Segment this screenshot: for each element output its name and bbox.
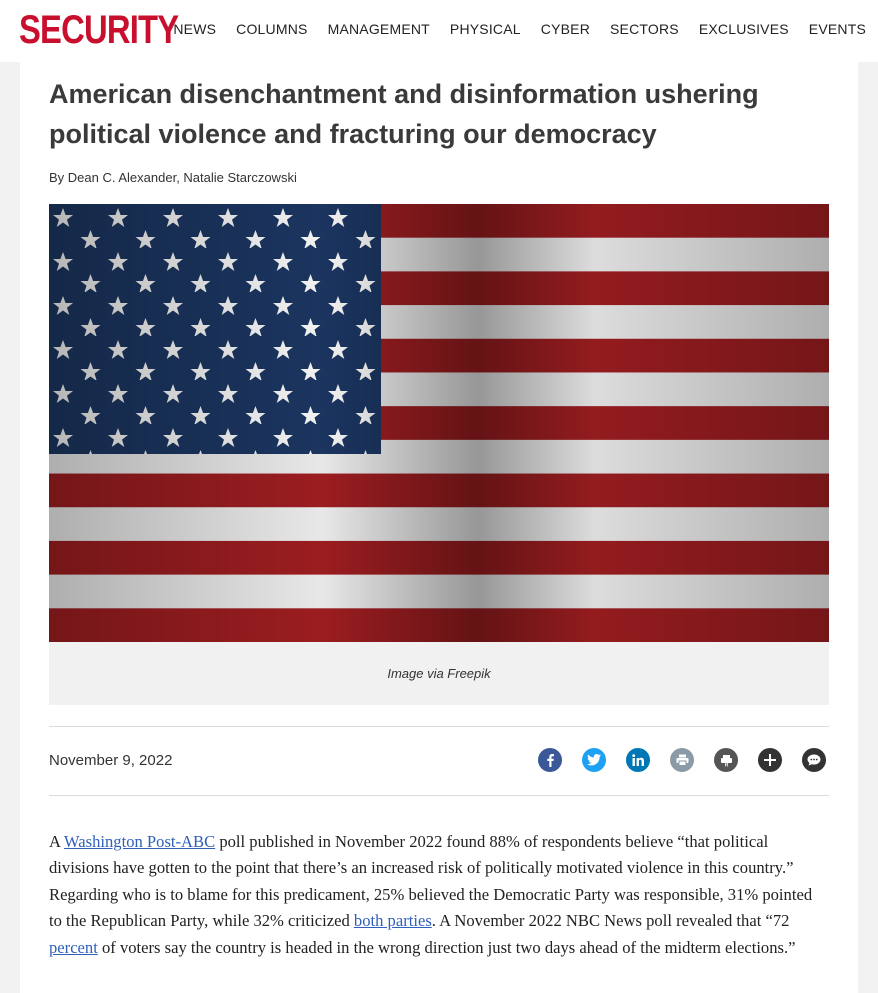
nav-management[interactable]: MANAGEMENT [327, 21, 430, 37]
divider-bottom [49, 795, 829, 796]
nav-exclusives[interactable]: EXCLUSIVES [698, 21, 789, 37]
print-icon[interactable] [670, 748, 694, 772]
svg-text:R: R [724, 762, 728, 767]
reprints-icon[interactable] [714, 748, 738, 772]
nav-cyber[interactable]: CYBER [540, 21, 591, 37]
nav-events[interactable]: EVENTS [808, 21, 866, 37]
hero-image [49, 204, 829, 642]
main-nav [153, 20, 866, 38]
share-toolbar [538, 748, 846, 772]
article-title: American disenchantment and disinformation ushering political violence and fracturing our democracy [49, 79, 759, 149]
article-byline: By Dean C. Alexander, Natalie Starczowski [49, 170, 297, 185]
nav-columns[interactable]: COLUMNS [236, 21, 308, 37]
body-text-segment: poll published in November 2022 found 88% of respondents believe “that political divisions have gotten to the point that there’s an increased risk of politically motivated violence in this country.” Regarding who is to blame for this predicament, 25% believed the Democratic Party was responsible, 31% pointed to the Republican Party, while 32% criticized [49, 832, 813, 931]
more-icon[interactable] [758, 748, 782, 772]
link-percent[interactable]: percent [49, 937, 98, 957]
site-logo[interactable]: SECURITY [19, 8, 179, 52]
site-header [0, 0, 878, 62]
article-paragraph [49, 829, 829, 961]
nav-sectors[interactable]: SECTORS [610, 21, 679, 37]
image-caption: Image via Freepik [387, 666, 491, 681]
body-text-segment: A [49, 832, 64, 851]
body-text-segment: of voters say the country is headed in the wrong direction just two days ahead of the midterm elections.” [97, 937, 796, 957]
link-both-parties[interactable]: both parties [353, 911, 432, 931]
comment-icon[interactable] [802, 748, 826, 772]
image-caption-box [49, 642, 829, 705]
nav-physical[interactable]: PHYSICAL [449, 21, 521, 37]
link-washington-post-abc[interactable]: Washington Post-ABC [63, 832, 216, 851]
body-text-segment: . A November 2022 NBC News poll revealed that “72 [431, 911, 790, 931]
twitter-icon[interactable] [582, 748, 606, 772]
facebook-icon[interactable] [538, 748, 562, 772]
divider-top [49, 726, 829, 727]
nav-news[interactable]: NEWS [173, 21, 217, 37]
flag-illustration [49, 204, 829, 642]
linkedin-icon[interactable] [626, 748, 650, 772]
article-container [20, 62, 858, 993]
publish-date: November 9, 2022 [49, 752, 173, 769]
